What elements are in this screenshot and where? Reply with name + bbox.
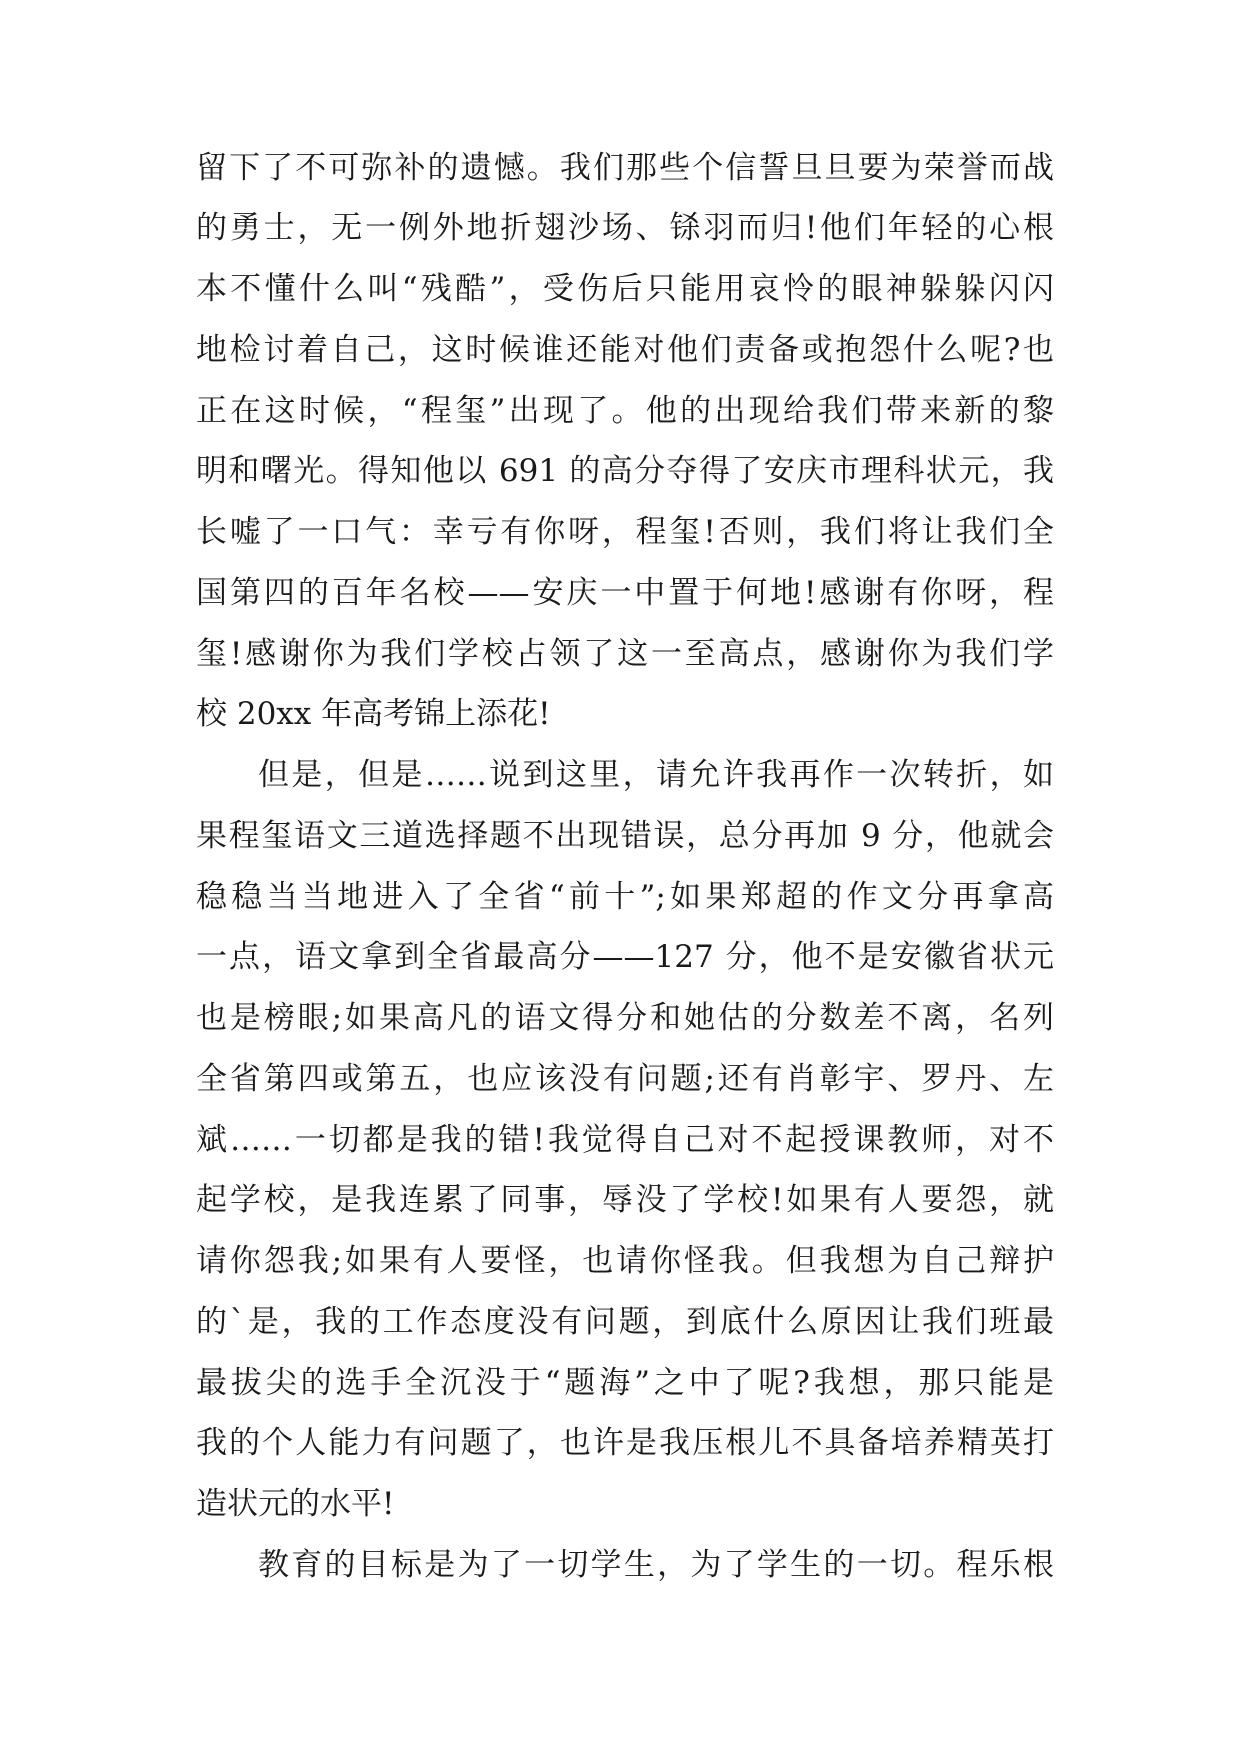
text-line: 果程玺语文三道选择题不出现错误，总分再加 9 分，他就会 bbox=[196, 818, 1054, 854]
text-line: 本不懂什么叫“残酷”，受伤后只能用哀怜的眼神躲躲闪闪 bbox=[196, 271, 1054, 307]
text-line: 造状元的水平! bbox=[196, 1486, 395, 1522]
text-line: 斌……一切都是我的错!我觉得自己对不起授课教师，对不 bbox=[196, 1122, 1054, 1158]
paragraph-first-line: 教育的目标是为了一切学生，为了学生的一切。程乐根 bbox=[258, 1547, 1054, 1583]
text-line: 我的个人能力有问题了，也许是我压根儿不具备培养精英打 bbox=[196, 1425, 1054, 1461]
text-line: 正在这时候，“程玺”出现了。他的出现给我们带来新的黎 bbox=[196, 393, 1054, 429]
text-line: 的`是，我的工作态度没有问题，到底什么原因让我们班最 bbox=[196, 1304, 1054, 1340]
text-line: 最拔尖的选手全沉没于“题海”之中了呢?我想，那只能是 bbox=[196, 1365, 1054, 1401]
paragraph-first-line: 但是，但是……说到这里，请允许我再作一次转折，如 bbox=[258, 757, 1054, 793]
text-line: 请你怨我;如果有人要怪，也请你怪我。但我想为自己辩护 bbox=[196, 1243, 1054, 1279]
text-line: 也是榜眼;如果高凡的语文得分和她估的分数差不离，名列 bbox=[196, 1000, 1054, 1036]
text-line: 起学校，是我连累了同事，辱没了学校!如果有人要怨，就 bbox=[196, 1182, 1054, 1218]
text-line: 国第四的百年名校——安庆一中置于何地!感谢有你呀，程 bbox=[196, 575, 1054, 611]
text-line: 明和曙光。得知他以 691 的高分夺得了安庆市理科状元，我 bbox=[196, 453, 1054, 489]
text-line: 玺!感谢你为我们学校占领了这一至高点，感谢你为我们学 bbox=[196, 636, 1054, 672]
text-line: 长嘘了一口气：幸亏有你呀，程玺!否则，我们将让我们全 bbox=[196, 514, 1054, 550]
text-line: 地检讨着自己，这时候谁还能对他们责备或抱怨什么呢?也 bbox=[196, 332, 1054, 368]
text-line: 留下了不可弥补的遗憾。我们那些个信誓旦旦要为荣誉而战 bbox=[196, 150, 1054, 186]
text-line: 稳稳当当地进入了全省“前十”;如果郑超的作文分再拿高 bbox=[196, 879, 1054, 915]
text-line: 一点，语文拿到全省最高分——127 分，他不是安徽省状元 bbox=[196, 939, 1054, 975]
text-line: 的勇士，无一例外地折翅沙场、铩羽而归!他们年轻的心根 bbox=[196, 210, 1054, 246]
text-line: 校 20xx 年高考锦上添花! bbox=[196, 696, 551, 732]
text-line: 全省第四或第五，也应该没有问题;还有肖彰宇、罗丹、左 bbox=[196, 1061, 1054, 1097]
